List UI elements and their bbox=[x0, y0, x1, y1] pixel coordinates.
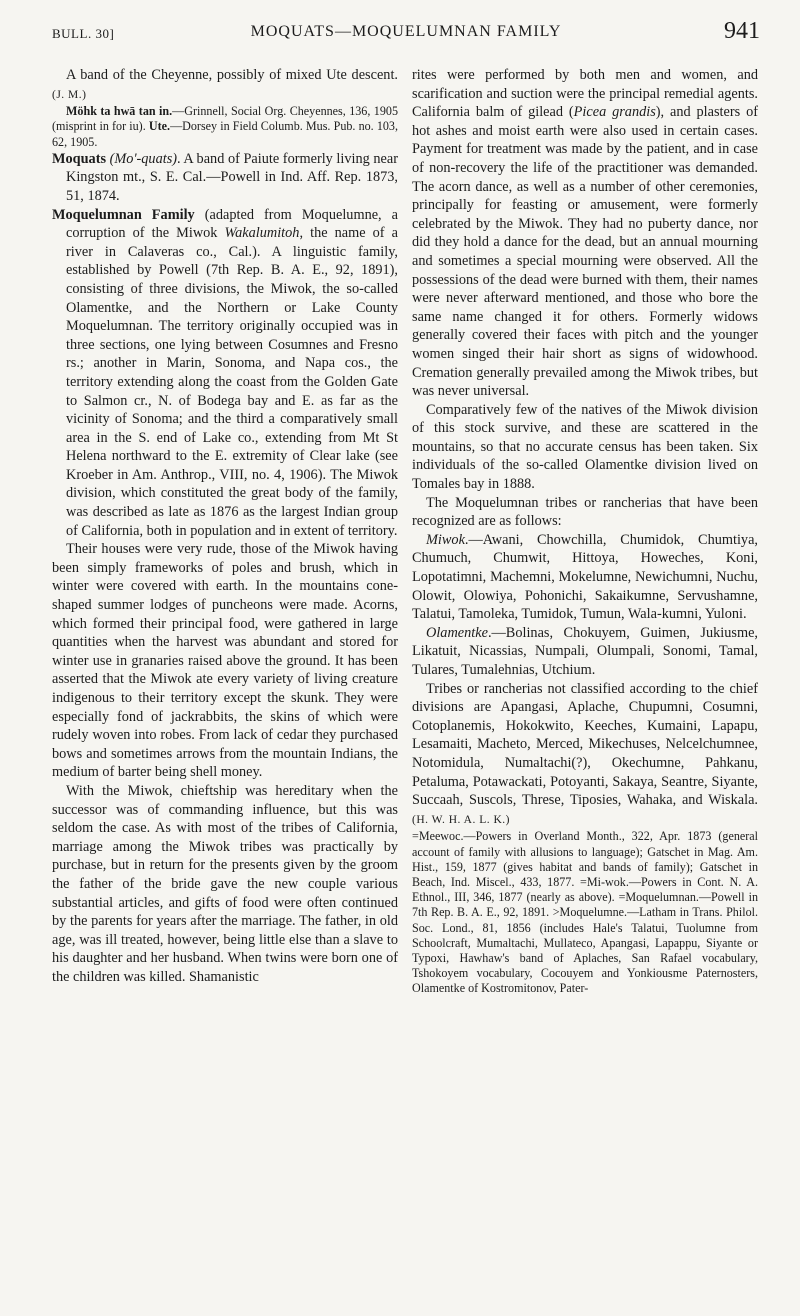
paragraph: rites were performed by both men and women, and scarification and suction were the principal remedial agents. California balm of gilead (Picea grandis), and plasters of hot ashes and moist earth were also used in certain cases. Payment for treatment was made by the patient, and in case of non-recovery the life of the practitioner was demanded. The acorn dance, as well as a number of other ceremonies, principally for feasting or amusement, were formerly celebrated by the Miwok. They had no puberty dance, nor did they hold a dance for the dead, but an annual mourning and sometimes a special mourning were observed. All the possessions of the dead were burned with them, their names were never afterward mentioned, and those who bore the same name changed it for others. Formerly widows generally covered their faces with pitch and the younger women singed their hair short as signs of widowhood. Cremation generally prevailed among the Miwok tribes, but was never universal. bbox=[412, 67, 758, 400]
paragraph: Their houses were very rude, those of the Miwok having been simply frameworks of poles and brush, which in winter were covered with earth. In the mountains cone-shaped summer lodges of puncheons were made. Acorns, which formed their principal food, were gathered in large quantities when the harvest was abundant and stored for winter use in granaries raised above the ground. It has been asserted that the Miwok ate every variety of living creature indigenous to their territory except the skunk. They were especially fond of jackrabbits, the skins of which were rudely woven into robes. From lack of cedar they purchased bows and sometimes arrows from the mountain Indians, the medium of barter being shell money. bbox=[52, 541, 398, 781]
pronunciation: (Mo'-quats) bbox=[109, 150, 178, 167]
author-initials: (H. W. H. A. L. K.) bbox=[412, 813, 510, 826]
page-number: 941 bbox=[724, 18, 760, 44]
entry-moquats: Moquats (Mo'-quats). A band of Paiute formerly living near Kingston mt., S. E. Cal.—Powell in Ind. Aff. Rep. 1873, 51, 1874. bbox=[52, 150, 398, 204]
paragraph: With the Miwok, chieftship was hereditary when the successor was of commanding influence, but this was seldom the case. As with most of the tribes of California, marriage among the Miwok tribes was practically by purchase, but in return for the presents given by the groom the father of the bride gave the new couple various substantial articles, and gifts of food were often continued by the parents for years after the marriage. The father, in old age, was ill treated, however, being little else than a slave to his daughter and her husband. When twins were born one of the children was killed. Shamanistic bbox=[52, 782, 398, 985]
headword: Moquats bbox=[52, 150, 107, 167]
author-initials: (J. M.) bbox=[52, 88, 87, 101]
synonym-headword: Ute. bbox=[148, 119, 171, 134]
bulletin-number: BULL. 30] bbox=[52, 26, 115, 41]
paragraph: Tribes or rancherias not classified according to the chief divisions are Apangasi, Aplache, Chupumni, Cosumni, Cotoplanemis, Hokokwito, Keeches, Kumaini, Lapapu, Lesamaiti, Macheto, Merced, Mikechuses, Nelcelchumnee, Notomidula, Numaltachi(?), Okechumne, Pahkanu, Petaluma, Potawackati, Potoyanti, Sakaya, Seantre, Siyante, Succaah, Suscols, Threse, Tiposies, Wahaka, and Wiskala. (H. W. H. A. L. K.) bbox=[412, 680, 758, 826]
paragraph: Comparatively few of the natives of the Miwok division of this stock survive, and these are scattered in the mountains, so that no accurate census has been taken. Six individuals of the so-called Olamentke division lived on Tomales bay in 1888. bbox=[412, 401, 758, 493]
synonym-headword: Möhk ta hwā tan in. bbox=[66, 104, 173, 119]
synonymy: Möhk ta hwā tan in.—Grinnell, Social Org. Cheyennes, 136, 1905 (misprint in for iu). Ute.—Dorsey in Field Columb. Mus. Pub. no. 103, 62, 1905. bbox=[52, 104, 399, 149]
page-header bbox=[52, 14, 760, 48]
tribe-list-miwok: Miwok.—Awani, Chowchilla, Chumidok, Chumtiya, Chumuch, Chumwit, Hittoya, Howeches, Koni, Lopotatimni, Machemni, Mokelumne, Newichumni, Nuchu, Olowit, Olowiya, Pohonichi, Sakaikumne, Servushamne, Talatui, Tamoleka, Tumidok, Tumun, Wala-kumni, Yuloni. bbox=[412, 531, 758, 623]
headword: Moquelumnan Family bbox=[52, 206, 195, 223]
paragraph: A band of the Cheyenne, possibly of mixed Ute descent. (J. M.) bbox=[52, 67, 398, 101]
paragraph: The Moquelumnan tribes or rancherias that have been recognized are as follows: bbox=[412, 494, 758, 530]
running-title: MOQUATS—MOQUELUMNAN FAMILY bbox=[250, 23, 562, 40]
synonymy: =Meewoc.—Powers in Overland Month., 322, Apr. 1873 (general account of family with allusions to language); Gatschet in Mag. Am. Hist., 159, 1877 (gives habitat and bands of family); Gatschet in Beach, Ind. Miscel., 433, 1877. =Mi-wok.—Powers in Cont. N. A. Ethnol., III, 346, 1877 (nearly as above). =Moquelumnan.—Powell in 7th Rep. B. A. E., 92, 1891. >Moquelumne.—Latham in Trans. Philol. Soc. Lond., 81, 1856 (includes Hale's Talatui, Tuolumne from Schoolcraft, Mumaltachi, Mullateco, Apangasi, Lapappu, Siyante or Typoxi, Hawhaw's band of Aplaches, San Rafael vocabulary, Tshokoyem vocabulary, Cocouyem and Yonkiousme Paternosters, Olamentke of Kostromitonov, Pater- bbox=[412, 829, 758, 996]
tribe-list-olamentke: Olamentke.—Bolinas, Chokuyem, Guimen, Jukiusme, Likatuit, Nicassias, Numpali, Olumpali, Sonomi, Tamal, Tulares, Tumalehnias, Utchium. bbox=[412, 624, 758, 678]
right-column bbox=[412, 66, 758, 997]
left-column bbox=[52, 66, 398, 987]
entry-moquelumnan-family: Moquelumnan Family (adapted from Moquelumne, a corruption of the Miwok Wakalumitoh, the name of a river in Calaveras co., Cal.). A linguistic family, established by Powell (7th Rep. B. A. E., 92, 1891), consisting of three divisions, the Miwok, the so-called Olamentke, and the Northern or Lake County Moquelumnan. The territory originally occupied was in three sections, one lying between Cosumnes and Fresno rs.; another in Marin, Sonoma, and Napa cos., the territory extending along the coast from the Golden Gate to Salmon cr., N. of Bodega bay and E. as far as the vicinity of Sonoma; and the third a comparatively small area in the S. end of Lake co., extending from Mt St Helena northward to the E. extremity of Clear lake (see Kroeber in Am. Anthrop., VIII, no. 4, 1906). The Miwok division, which constituted the great body of the family, was described as late as 1876 as the largest Indian group of California, both in population and in extent of territory. bbox=[52, 206, 399, 539]
